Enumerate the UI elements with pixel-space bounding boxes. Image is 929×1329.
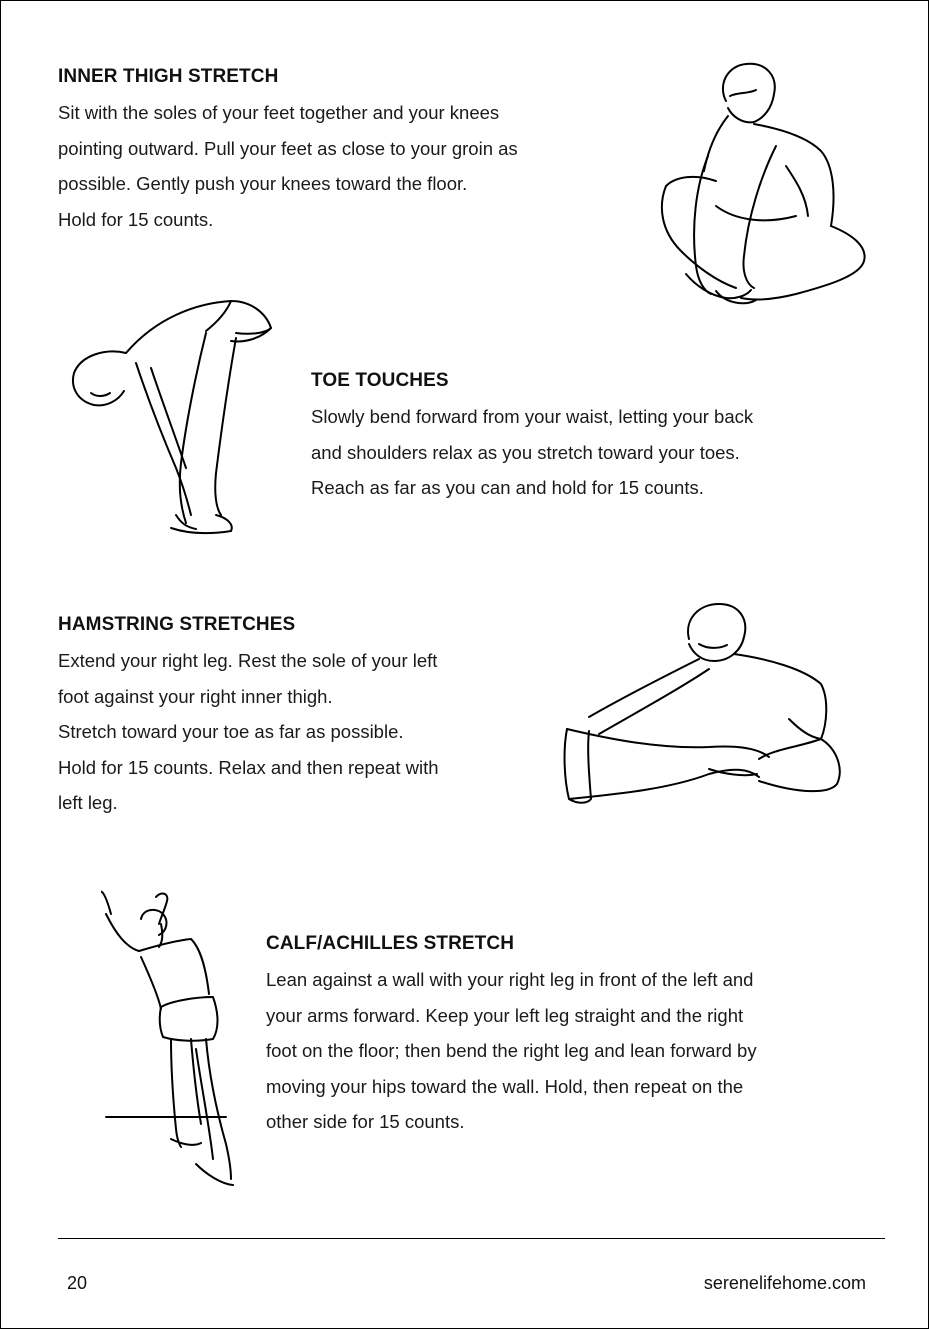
instruction-line: your arms forward. Keep your left leg straight and the right xyxy=(266,1004,744,1026)
instruction-line: Hold for 15 counts. Relax and then repeat with xyxy=(58,756,439,778)
instruction-line: Stretch toward your toe as far as possible. xyxy=(58,721,404,742)
section-heading: TOE TOUCHES xyxy=(311,370,449,391)
section-heading: HAMSTRING STRETCHES xyxy=(58,614,296,635)
section-heading: INNER THIGH STRETCH xyxy=(58,66,279,87)
website-url: serenelifehome.com xyxy=(703,1273,866,1293)
instruction-line: Sit with the soles of your feet together and your knees xyxy=(58,102,500,123)
forward-bend-illustration xyxy=(66,293,276,543)
toe-touches-section xyxy=(311,363,753,506)
seated-butterfly-stretch-illustration xyxy=(656,56,871,311)
instruction-line: Slowly bend forward from your waist, letting your back xyxy=(311,406,754,427)
hamstring-stretches-section xyxy=(58,607,439,821)
instruction-line: moving your hips toward the wall. Hold, then repeat on the xyxy=(266,1075,744,1097)
instruction-line: foot against your right inner thigh. xyxy=(58,685,333,707)
instruction-line: Extend your right leg. Rest the sole of your left xyxy=(58,650,438,671)
instruction-line: Lean against a wall with your right leg in front of the left and xyxy=(266,969,754,990)
instruction-line: pointing outward. Pull your feet as close to your groin as xyxy=(58,137,518,159)
footer-divider xyxy=(58,1238,885,1239)
section-heading: CALF/ACHILLES STRETCH xyxy=(266,933,515,954)
instruction-line: other side for 15 counts. xyxy=(266,1111,465,1132)
instruction-line: possible. Gently push your knees toward the floor. xyxy=(58,173,468,194)
wall-calf-stretch-illustration xyxy=(101,889,246,1194)
instruction-line: and shoulders relax as you stretch toward your toes. xyxy=(311,441,740,463)
instruction-line: Hold for 15 counts. xyxy=(58,208,214,230)
calf-achilles-stretch-section xyxy=(266,926,757,1140)
page-number: 20 xyxy=(67,1273,88,1293)
inner-thigh-stretch-section xyxy=(58,59,518,237)
instruction-line: Reach as far as you can and hold for 15 counts. xyxy=(311,477,704,498)
seated-hamstring-stretch-illustration xyxy=(559,599,844,814)
instruction-line: foot on the floor; then bend the right leg and lean forward by xyxy=(266,1040,757,1061)
instruction-line: left leg. xyxy=(58,792,118,813)
